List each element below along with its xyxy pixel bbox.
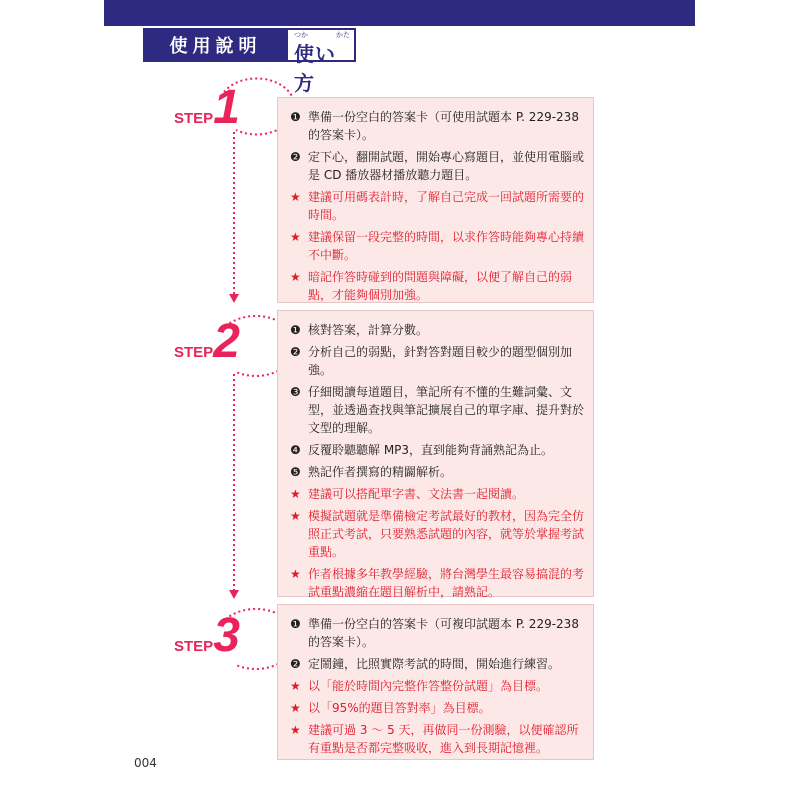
item-text: 以「95%的題目答對率」為目標。 xyxy=(308,701,491,715)
list-item xyxy=(290,615,585,651)
item-text: 建議保留一段完整的時間，以求作答時能夠專心持續不中斷。 xyxy=(308,230,585,262)
item-text: 以「能於時間內完整作答整份試題」為目標。 xyxy=(308,679,549,693)
step-word: STEP xyxy=(174,344,214,361)
arrow-down-icon xyxy=(229,294,239,303)
list-item xyxy=(290,383,585,437)
item-marker: ❶ xyxy=(290,323,301,337)
item-text: 建議可過 3 ～ 5 天，再做同一份測驗，以便確認所有重點是否都完整吸收，進入到長期記憶裡。 xyxy=(308,723,579,755)
item-text: 定下心，翻開試題，開始專心寫題目，並使用電腦或是 CD 播放器材播放聽力題目。 xyxy=(308,150,585,182)
item-marker: ❶ xyxy=(290,617,301,631)
item-text: 定鬧鐘，比照實際考試的時間，開始進行練習。 xyxy=(308,657,561,671)
step-1-box xyxy=(277,97,594,303)
page-title: 使用說明 xyxy=(143,28,288,62)
list-item xyxy=(290,441,585,459)
list-item xyxy=(290,228,585,264)
list-item xyxy=(290,108,585,144)
star-icon: ★ xyxy=(290,270,301,284)
item-text: 建議可以搭配單字書、文法書一起閱讀。 xyxy=(308,487,525,501)
list-item xyxy=(290,343,585,379)
furigana-left: つか xyxy=(294,31,308,39)
step-1-label xyxy=(174,81,240,134)
list-item xyxy=(290,655,585,673)
item-marker: ❷ xyxy=(290,345,301,359)
star-icon: ★ xyxy=(290,230,301,244)
item-text: 建議可用碼表計時，了解自己完成一回試題所需要的時間。 xyxy=(308,190,585,222)
list-item xyxy=(290,507,585,561)
step-3-box xyxy=(277,604,594,760)
star-icon: ★ xyxy=(290,701,301,715)
item-marker: ❺ xyxy=(290,465,301,479)
star-icon: ★ xyxy=(290,567,301,581)
item-marker: ❷ xyxy=(290,657,301,671)
item-text: 熟記作者撰寫的精闢解析。 xyxy=(308,465,453,479)
item-text: 作者根據多年教學經驗，將台灣學生最容易搞混的考試重點濃縮在題目解析中，請熟記。 xyxy=(308,567,585,599)
item-text: 核對答案，計算分數。 xyxy=(308,323,429,337)
step-number: 1 xyxy=(213,81,240,134)
step-word: STEP xyxy=(174,638,214,655)
list-item xyxy=(290,565,585,601)
list-item xyxy=(290,677,585,695)
item-text: 模擬試題就是準備檢定考試最好的教材，因為完全仿照正式考試，只要熟悉試題的內容，就等於掌握考試重點。 xyxy=(308,509,585,559)
star-icon: ★ xyxy=(290,509,301,523)
step-2-box xyxy=(277,310,594,597)
star-icon: ★ xyxy=(290,723,301,737)
star-icon: ★ xyxy=(290,679,301,693)
list-item xyxy=(290,188,585,224)
list-item xyxy=(290,699,585,717)
arrow-down-icon xyxy=(229,590,239,599)
list-item xyxy=(290,485,585,503)
list-item xyxy=(290,148,585,184)
step-2-label xyxy=(174,315,240,368)
item-text: 準備一份空白的答案卡（可複印試題本 P. 229-238 的答案卡）。 xyxy=(308,617,579,649)
furigana-right: かた xyxy=(336,31,350,39)
item-marker: ❸ xyxy=(290,385,301,399)
page-number: 004 xyxy=(134,756,157,770)
star-icon: ★ xyxy=(290,487,301,501)
item-marker: ❹ xyxy=(290,443,301,457)
step-number: 2 xyxy=(213,315,240,368)
item-marker: ❶ xyxy=(290,110,301,124)
page-subtitle: 使い方 xyxy=(294,42,336,95)
item-marker: ❷ xyxy=(290,150,301,164)
item-text: 反覆聆聽聽解 MP3，直到能夠背誦熟記為止。 xyxy=(308,443,554,457)
step-number: 3 xyxy=(213,609,240,662)
list-item xyxy=(290,721,585,757)
list-item xyxy=(290,321,585,339)
item-text: 暗記作答時碰到的問題與障礙，以便了解自己的弱點，才能夠個別加強。 xyxy=(308,270,573,302)
item-text: 仔細閱讀每道題目，筆記所有不懂的生難詞彙、文型，並透過查找與筆記擴展自己的單字庫、提升對於文型的理解。 xyxy=(308,385,585,435)
star-icon: ★ xyxy=(290,190,301,204)
item-text: 分析自己的弱點，針對答對題目較少的題型個別加強。 xyxy=(308,345,573,377)
list-item xyxy=(290,463,585,481)
step-word: STEP xyxy=(174,110,214,127)
list-item xyxy=(290,268,585,304)
item-text: 準備一份空白的答案卡（可使用試題本 P. 229-238 的答案卡）。 xyxy=(308,110,579,142)
step-3-label xyxy=(174,609,240,662)
